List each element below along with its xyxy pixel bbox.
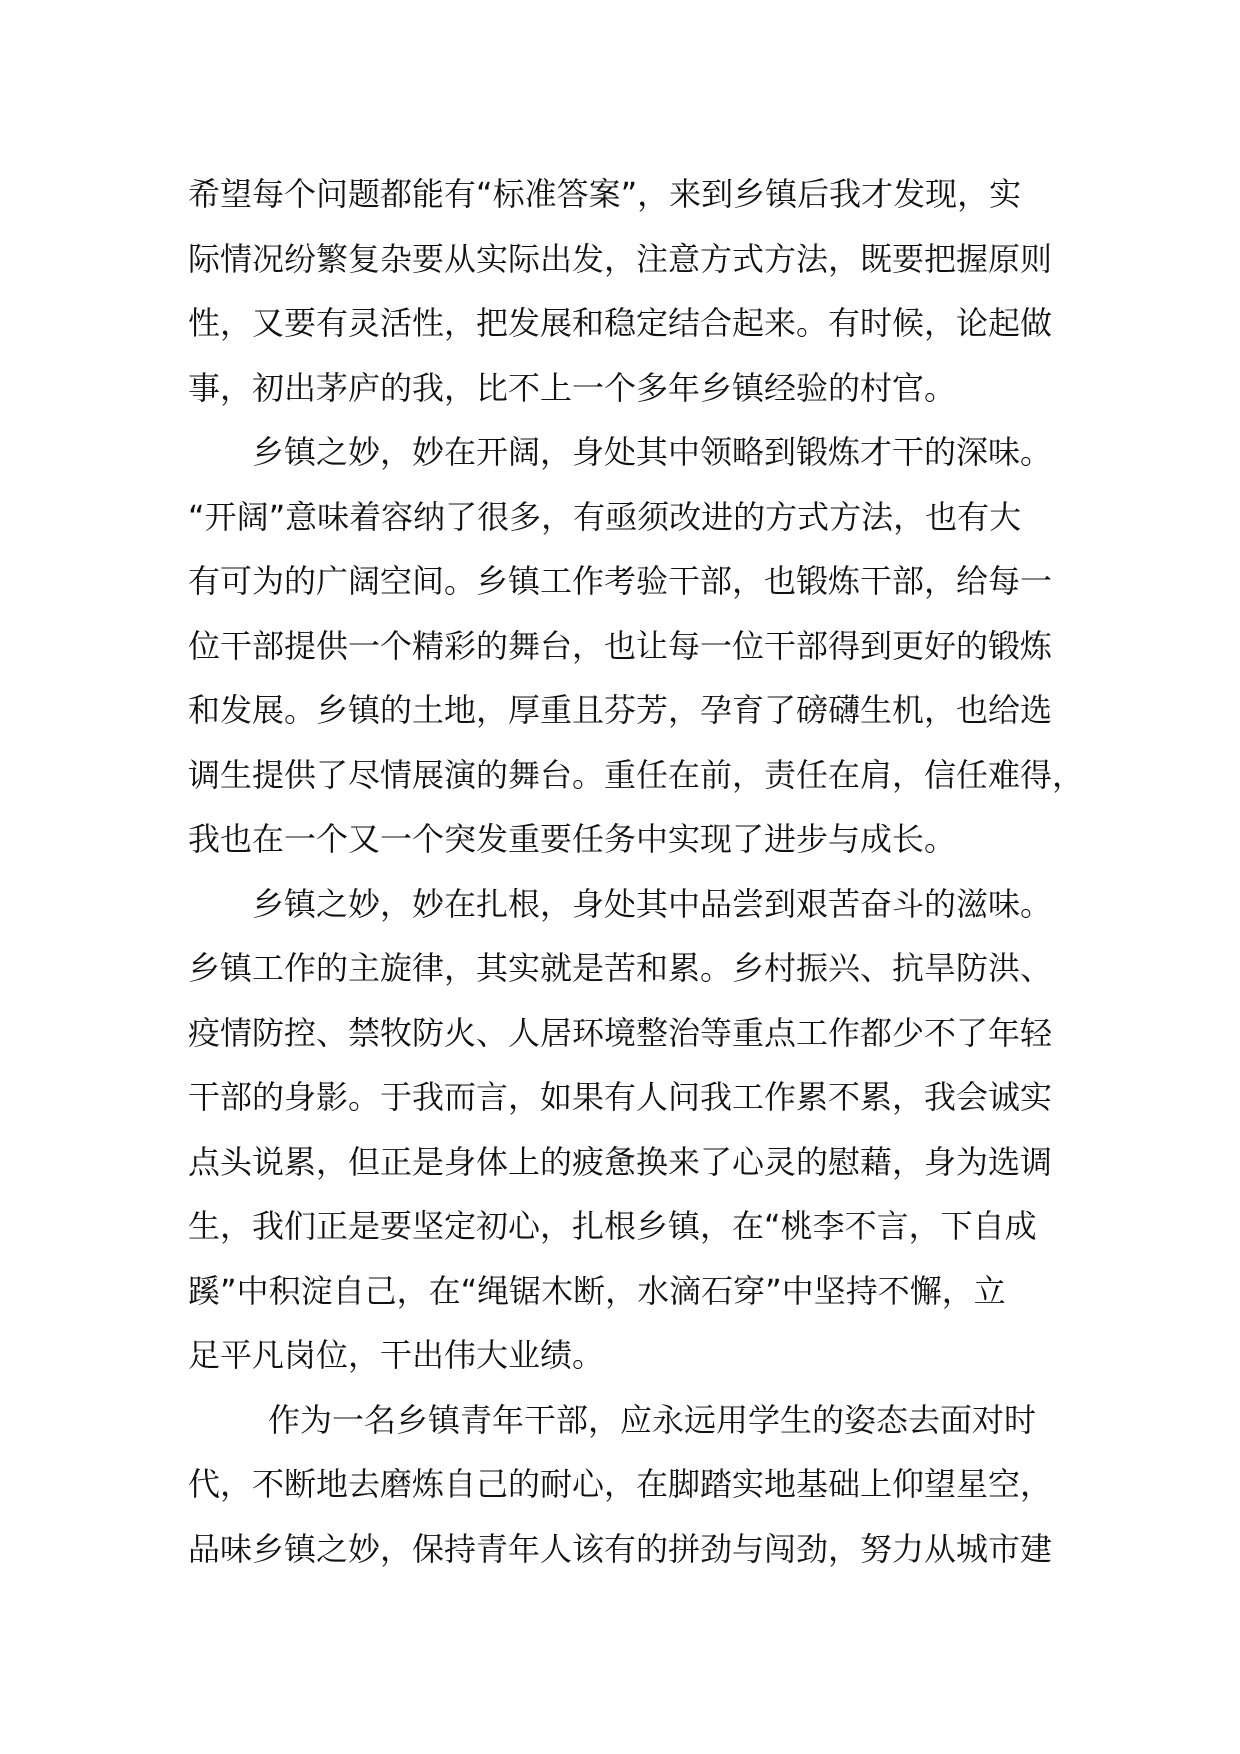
text-line: 希望每个问题都能有“标准答案”，来到乡镇后我才发现，实 [188, 175, 1022, 213]
text-line: 和发展。乡镇的土地，厚重且芬芳，孕育了磅礴生机，也给选 [188, 691, 1053, 729]
text-line: 事，初出茅庐的我，比不上一个多年乡镇经验的村官。 [188, 368, 957, 407]
text-line: 性，又要有灵活性，把发展和稳定结合起来。有时候，论起做 [188, 304, 1053, 342]
text-line: 乡镇之妙，妙在开阔，身处其中领略到锻炼才干的深味。 [252, 433, 1053, 471]
text-line: “开阔”意味着容纳了很多，有亟须改进的方式方法，也有大 [188, 497, 1022, 536]
text-line: 代，不断地去磨炼自己的耐心，在脚踏实地基础上仰望星空， [188, 1465, 1053, 1503]
paragraph-2 [188, 420, 1085, 872]
text-line: 乡镇之妙，妙在扎根，身处其中品尝到艰苦奋斗的滋味。 [252, 884, 1053, 923]
text-line: 疫情防控、禁牧防火、人居环境整治等重点工作都少不了年轻 [188, 1013, 1053, 1052]
paragraph-1 [188, 162, 1068, 420]
paragraph-4 [188, 1388, 1068, 1582]
text-line: 位干部提供一个精彩的舞台，也让每一位干部得到更好的锻炼 [188, 626, 1053, 665]
body-text [188, 162, 1085, 1581]
text-line: 乡镇工作的主旋律，其实就是苦和累。乡村振兴、抗旱防洪、 [188, 949, 1053, 987]
text-line: 蹊”中积淀自己，在“绳锯木断，水滴石穿”中坚持不懈，立 [188, 1271, 1006, 1310]
text-line: 品味乡镇之妙，保持青年人该有的拼劲与闯劲，努力从城市建 [188, 1529, 1053, 1568]
text-line: 足平凡岗位，干出伟大业绩。 [188, 1336, 605, 1374]
text-line: 点头说累，但正是身体上的疲惫换来了心灵的慰藉，身为选调 [188, 1142, 1053, 1181]
text-line: 我也在一个又一个突发重要任务中实现了进步与成长。 [188, 820, 957, 858]
text-line: 干部的身影。于我而言，如果有人问我工作累不累，我会诚实 [188, 1078, 1053, 1116]
text-line: 生，我们正是要坚定初心，扎根乡镇，在“桃李不言，下自成 [188, 1207, 1037, 1245]
text-line: 调生提供了尽情展演的舞台。重任在前，责任在肩，信任难得， [188, 755, 1085, 794]
text-line: 作为一名乡镇青年干部，应永远用学生的姿态去面对时 [268, 1400, 1037, 1439]
text-line: 际情况纷繁复杂要从实际出发，注意方式方法，既要把握原则 [188, 239, 1053, 278]
paragraph-3 [188, 872, 1068, 1388]
text-line: 有可为的广阔空间。乡镇工作考验干部，也锻炼干部，给每一 [188, 562, 1053, 600]
